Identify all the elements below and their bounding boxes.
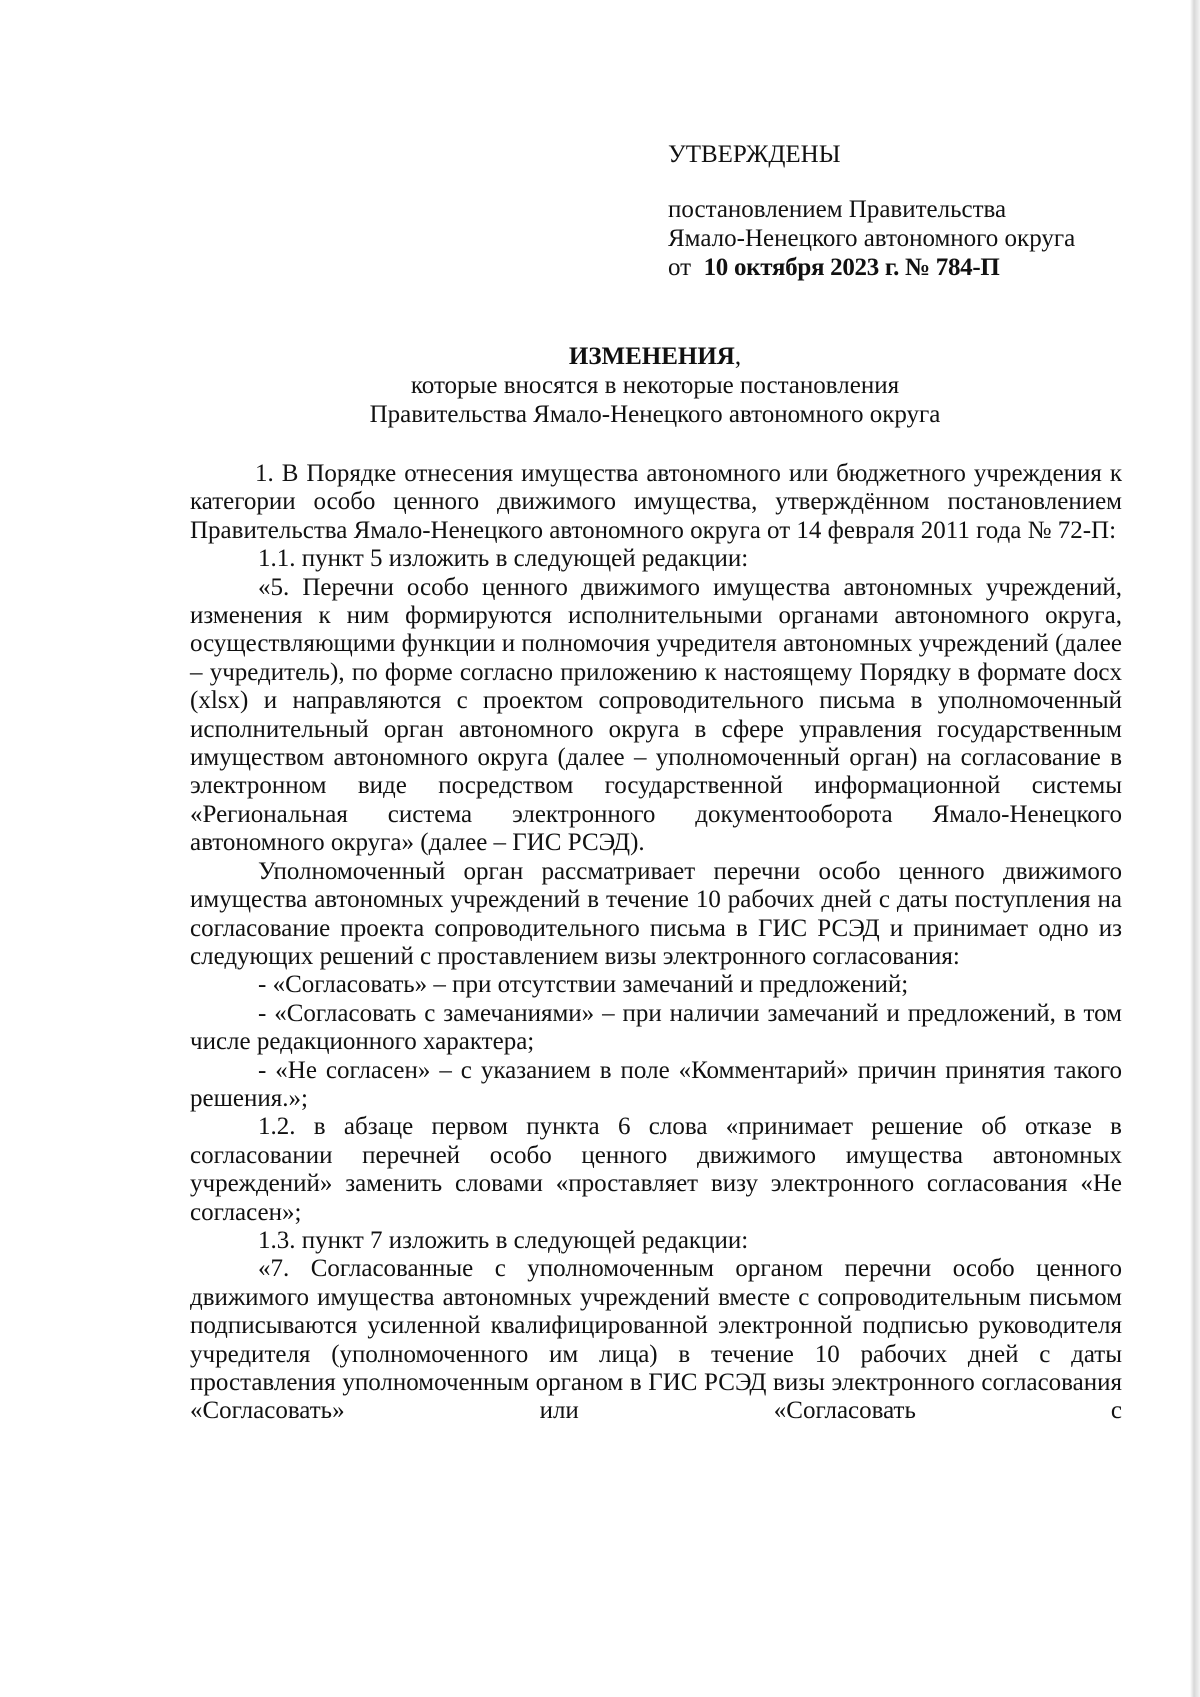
- paragraph: - «Согласовать» – при отсутствии замечаний и предложений;: [258, 971, 909, 999]
- approval-date-line: [668, 253, 1138, 282]
- document-title-line: [190, 342, 1120, 371]
- approval-line-1: постановлением Правительства: [668, 196, 1007, 223]
- paragraph: - «Согласовать с замечаниями» – при наличии замечаний и предложений, в том числе редакционного характера;: [190, 999, 1122, 1056]
- paragraph: Уполномоченный орган рассматривает перечни особо ценного движимого имущества автономных учреждений в течение 10 рабочих дней с даты поступления на согласование проекта сопроводительного письма в ГИС РСЭД и принимает одно из следующих решений с проставлением визы электронного согласования:: [190, 857, 1122, 970]
- paragraph: 1.3. пункт 7 изложить в следующей редакции:: [258, 1226, 749, 1254]
- paragraph: - «Не согласен» – с указанием в поле «Комментарий» причин принятия такого решения.»;: [190, 1056, 1122, 1112]
- approval-stamp-block: [668, 140, 1138, 282]
- approval-line-2: Ямало-Ненецкого автономного округа: [668, 225, 1076, 252]
- document-title: ИЗМЕНЕНИЯ: [568, 343, 735, 370]
- document-subtitle-2: Правительства Ямало-Ненецкого автономного округа: [369, 401, 941, 428]
- paragraph: 1.1. пункт 5 изложить в следующей редакции:: [258, 545, 749, 573]
- document-subtitle-1: которые вносятся в некоторые постановления: [410, 372, 900, 399]
- approval-date-value: 10 октября 2023 г. № 784-П: [703, 254, 1000, 281]
- document-body: [190, 460, 1122, 1426]
- document-title-suffix: ,: [734, 343, 742, 370]
- document-title-block: [190, 342, 1120, 429]
- paragraph: 1. В Порядке отнесения имущества автономного или бюджетного учреждения к категории особо ценного движимого имущества, утверждённом постановлением Правительства Ямало-Ненецкого автономного округа от 14 февраля 2011 года № 72-П:: [190, 460, 1122, 544]
- paragraph: «5. Перечни особо ценного движимого имущества автономных учреждений, изменения к ним формируются исполнительными органами автономного округа, осуществляющими функции и полномочия учредителя автономных учреждений (далее – учредитель), по форме согласно приложению к настоящему Порядку в формате docx (xlsx) и направляются с проектом сопроводительного письма в уполномоченный исполнительный орган автономного округа в сфере управления государственным имуществом автономного округа (далее – уполномоченный орган) на согласование в электронном виде посредством государственной информационной системы «Региональная система электронного документооборота Ямало-Ненецкого автономного округа» (далее – ГИС РСЭД).: [190, 573, 1122, 857]
- paragraph: «7. Согласованные с уполномоченным органом перечни особо ценного движимого имущества автономных учреждений вместе с сопроводительным письмом подписываются усиленной квалифицированной электронной подписью руководителя учредителя (уполномоченного им лица) в течение 10 рабочих дней с даты проставления уполномоченным органом в ГИС РСЭД визы электронного согласования «Согласовать» или «Согласовать с: [190, 1255, 1122, 1425]
- page-edge-shadow: [1190, 0, 1200, 1697]
- approval-heading: УТВЕРЖДЕНЫ: [668, 141, 841, 168]
- paragraph: 1.2. в абзаце первом пункта 6 слова «принимает решение об отказе в согласовании перечней особо ценного движимого имущества автономных учреждений» заменить словами «проставляет визу электронного согласования «Не согласен»;: [190, 1113, 1122, 1226]
- approval-date-prefix: от: [668, 254, 692, 281]
